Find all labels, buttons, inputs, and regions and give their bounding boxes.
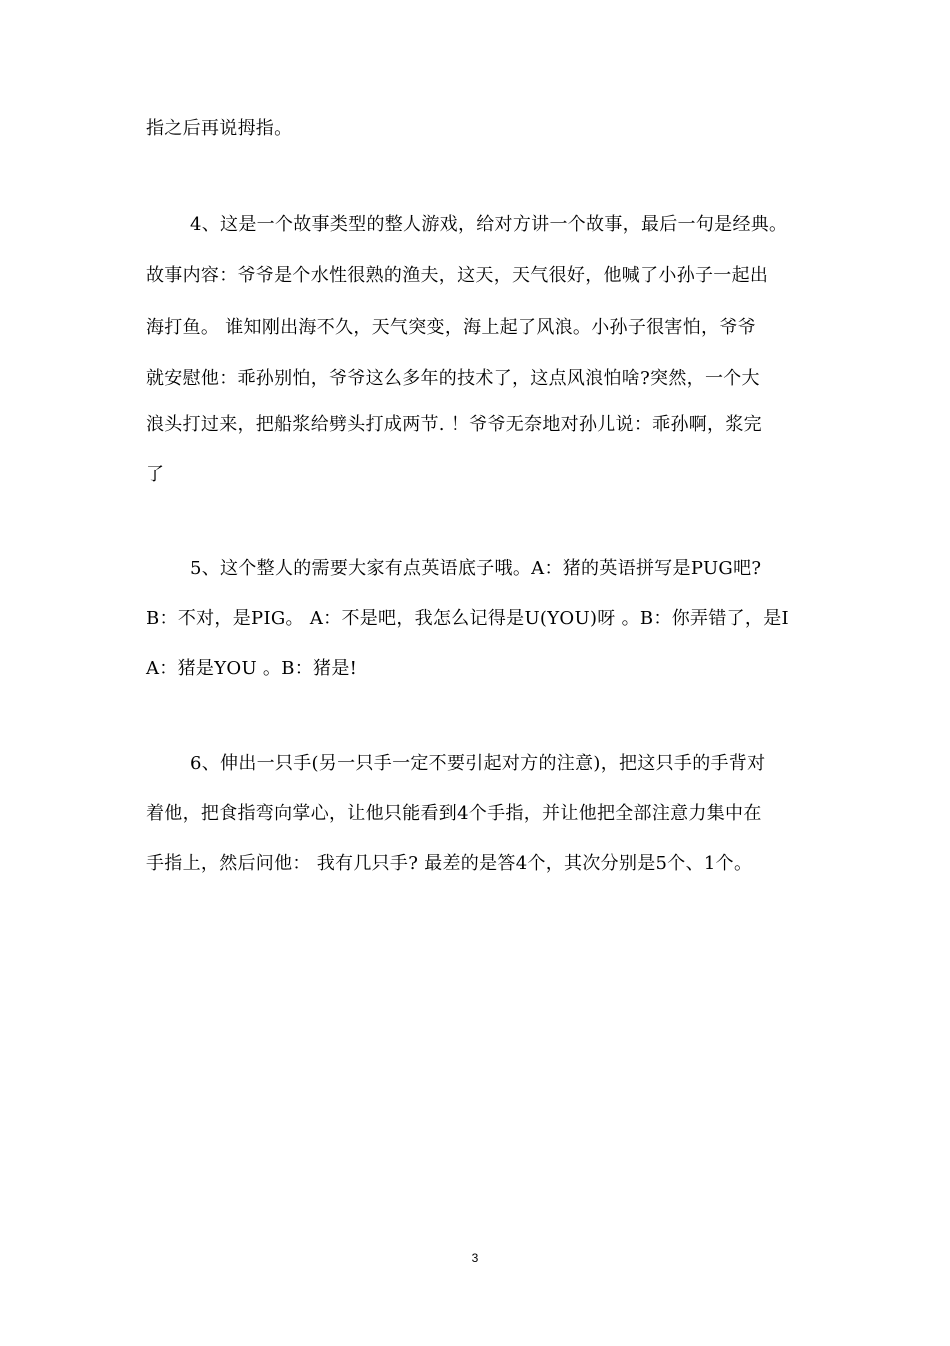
page-number: 3: [471, 1251, 479, 1265]
text-line: 手指上，然后问他： 我有几只手? 最差的是答4个，其次分别是5个、1个。: [146, 853, 753, 874]
text-line: 故事内容：爷爷是个水性很熟的渔夫，这天，天气很好，他喊了小孙子一起出: [146, 265, 769, 286]
text-line: 4、这是一个故事类型的整人游戏，给对方讲一个故事，最后一句是经典。: [190, 214, 788, 235]
text-line: A：猪是YOU 。B：猪是!: [146, 658, 358, 679]
text-line: 指之后再说拇指。: [146, 118, 293, 139]
text-line: 着他，把食指弯向掌心，让他只能看到4个手指，并让他把全部注意力集中在: [146, 803, 762, 824]
text-line: B：不对，是PIG。 A：不是吧，我怎么记得是U(YOU)呀 。B：你弄错了，是I: [146, 608, 789, 629]
text-line: 6、伸出一只手(另一只手一定不要引起对方的注意)，把这只手的手背对: [190, 753, 766, 774]
text-line: 海打鱼。 谁知刚出海不久，天气突变，海上起了风浪。小孙子很害怕，爷爷: [146, 317, 756, 338]
text-line: 就安慰他：乖孙别怕，爷爷这么多年的技术了，这点风浪怕啥?突然，一个大: [146, 368, 760, 389]
text-line: 5、这个整人的需要大家有点英语底子哦。A：猪的英语拼写是PUG吧?: [190, 558, 762, 579]
text-line: 浪头打过来，把船浆给劈头打成两节. ！爷爷无奈地对孙儿说：乖孙啊，浆完: [146, 414, 762, 435]
text-line: 了: [146, 464, 165, 485]
